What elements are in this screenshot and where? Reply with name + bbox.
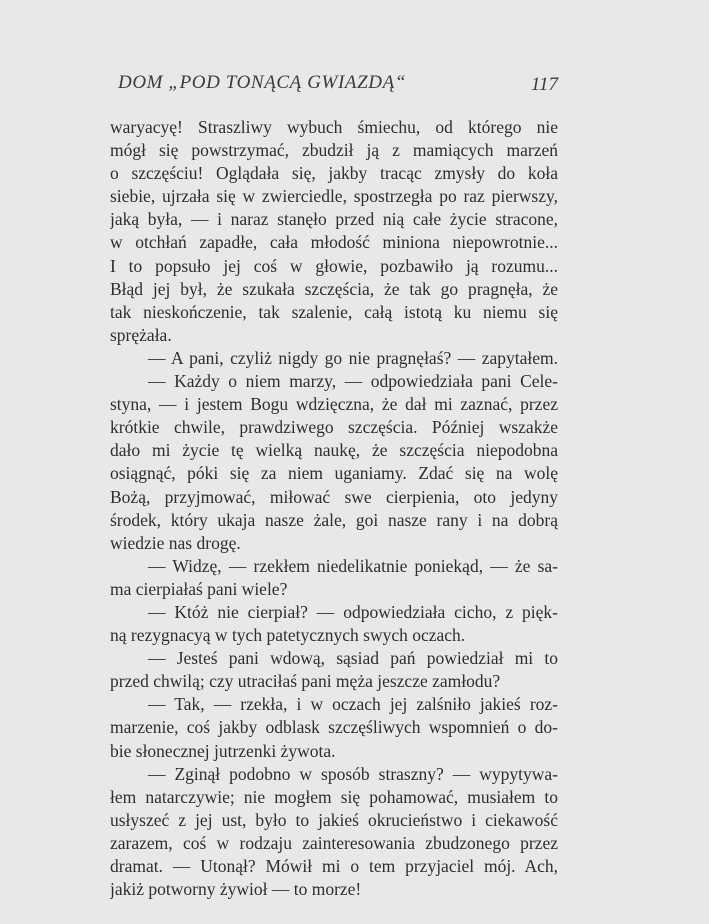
page-header bbox=[118, 72, 558, 98]
text-line: usłyszeć z jej ust, było to jakieś okrucieństwo i ciekawość bbox=[110, 809, 558, 830]
text-line: zarazem, coś w rodzaju zainteresowania zbudzonego przez bbox=[110, 832, 558, 853]
body-text bbox=[110, 116, 558, 901]
text-line: — Któż nie cierpiał? — odpowiedziała cicho, z pięk- bbox=[148, 601, 558, 622]
text-line: Bożą, przyjmować, miłować swe cierpienia, oto jedyny bbox=[110, 486, 558, 507]
text-line: siebie, ujrzała się w zwierciedle, spostrzegła po raz pierwszy, bbox=[110, 186, 558, 207]
page-number: 117 bbox=[530, 74, 558, 95]
text-line: o szczęściu! Oglądała się, jakby tracąc zmysły do koła bbox=[110, 163, 558, 184]
text-line: waryacyę! Straszliwy wybuch śmiechu, od którego nie bbox=[110, 117, 558, 137]
text-line: sprężała. bbox=[110, 324, 172, 345]
text-line: bie słonecznej jutrzenki żywota. bbox=[110, 740, 336, 761]
text-line: wiedzie nas drogę. bbox=[110, 532, 241, 553]
text-line: łem natarczywie; nie mogłem się pohamować, musiałem to bbox=[110, 786, 558, 807]
text-line: — Zginął podobno w sposób straszny? — wypytywa- bbox=[148, 763, 558, 784]
text-line: jakiż potworny żywioł — to morze! bbox=[110, 879, 362, 900]
text-line: dramat. — Utonął? Mówił mi o tem przyjaciel mój. Ach, bbox=[110, 856, 558, 876]
text-line: styna, — i jestem Bogu wdzięczna, że dał mi zaznać, przez bbox=[110, 394, 558, 415]
text-line: przed chwilą; czy utraciłaś pani męża jeszcze zamłodu? bbox=[110, 671, 501, 692]
text-line: ma cierpiałaś pani wiele? bbox=[110, 578, 288, 599]
text-line: — Tak, — rzekła, i w oczach jej zalśniło jakieś roz- bbox=[148, 694, 558, 715]
text-line: jaką była, — i naraz stanęło przed nią całe życie stracone, bbox=[110, 209, 558, 230]
text-line: ną rezygnacyą w tych patetycznych swych oczach. bbox=[110, 625, 466, 646]
text-line: I to popsuło jej coś w głowie, pozbawiło ją rozumu... bbox=[110, 255, 558, 276]
text-line: — Każdy o niem marzy, — odpowiedziała pani Cele- bbox=[148, 371, 558, 392]
text-line: dało mi życie tę wielką naukę, że szczęścia niepodobna bbox=[110, 440, 558, 461]
text-line: marzenie, coś jakby odblask szczęśliwych wspomnień o do- bbox=[110, 717, 558, 738]
text-line: środek, który ukaja nasze żale, goi nasze rany i na dobrą bbox=[110, 509, 558, 530]
text-line: w otchłań zapadłe, cała młodość miniona niepowrotnie... bbox=[110, 232, 558, 253]
text-line: mógł się powstrzymać, zbudził ją z mamiących marzeń bbox=[110, 140, 558, 161]
running-title: DOM „POD TONĄCĄ GWIAZDĄ“ bbox=[118, 72, 406, 93]
text-line: — A pani, czyliż nigdy go nie pragnęłaś? — zapytałem. bbox=[148, 347, 558, 368]
text-line: krótkie chwile, prawdziwego szczęścia. Później wszakże bbox=[110, 417, 558, 438]
text-line: Błąd jej był, że szukała szczęścia, że tak go pragnęła, że bbox=[110, 278, 558, 299]
text-line: — Widzę, — rzekłem niedelikatnie poniekąd, — że sa- bbox=[148, 555, 558, 576]
text-line: tak nieskończenie, tak szalenie, całą istotą ku niemu się bbox=[110, 301, 558, 322]
text-line: — Jesteś pani wdową, sąsiad pań powiedział mi to bbox=[148, 648, 558, 669]
text-line: osiągnąć, póki się za niem uganiamy. Zdać się na wolę bbox=[110, 463, 558, 484]
